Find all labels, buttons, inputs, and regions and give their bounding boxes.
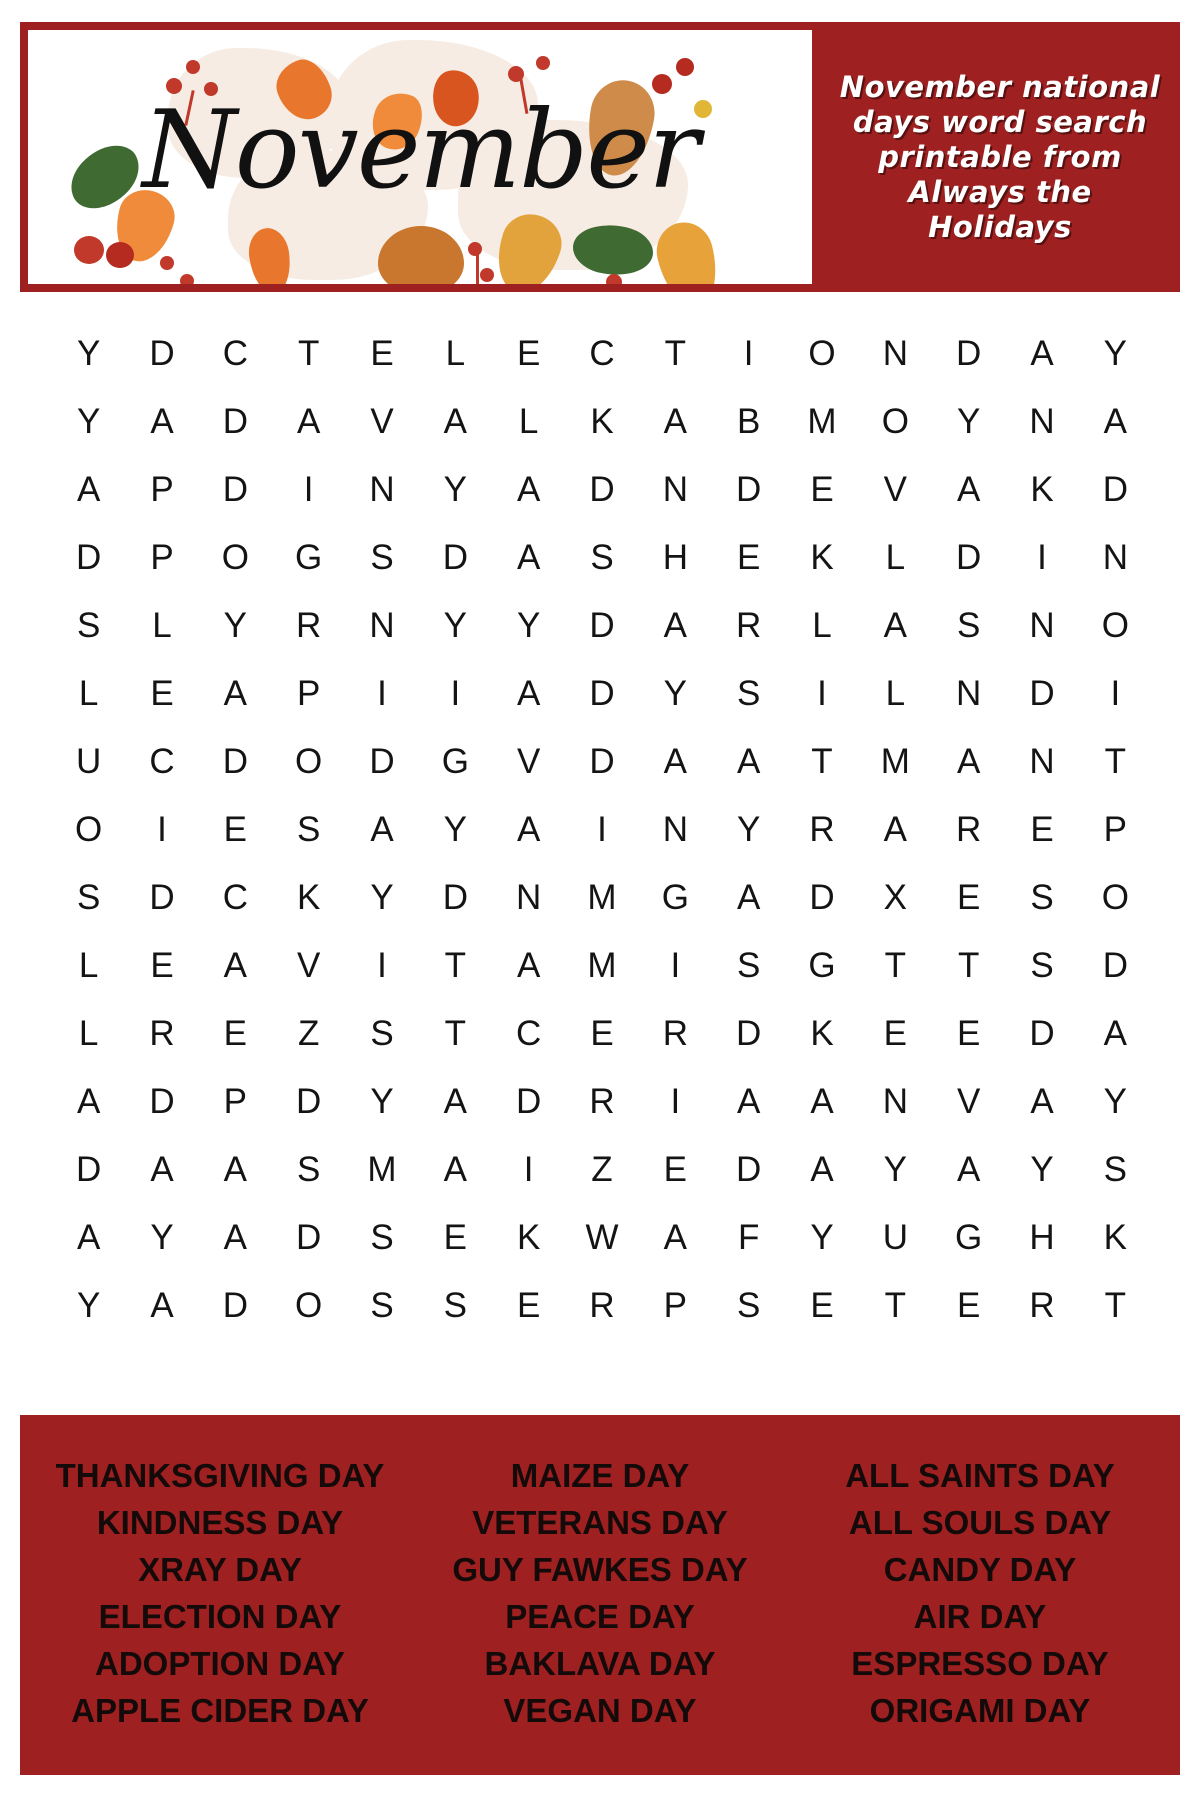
- grid-cell[interactable]: D: [222, 1286, 248, 1325]
- grid-cell[interactable]: D: [809, 878, 835, 917]
- grid-cell[interactable]: K: [296, 878, 321, 917]
- grid-cell[interactable]: A: [956, 470, 981, 509]
- banner-title: November: [142, 88, 698, 213]
- grid-cell[interactable]: D: [589, 674, 615, 713]
- grid-cell[interactable]: A: [810, 1150, 834, 1189]
- grid-cell[interactable]: D: [222, 742, 248, 781]
- grid-cell[interactable]: G: [295, 538, 323, 577]
- grid-cell[interactable]: I: [377, 674, 387, 713]
- grid-cell[interactable]: A: [223, 674, 247, 713]
- grid-cell[interactable]: A: [663, 606, 687, 645]
- grid-cell[interactable]: T: [297, 334, 320, 373]
- grid-cell[interactable]: S: [296, 810, 321, 849]
- grid-cell[interactable]: R: [956, 810, 982, 849]
- grid-cell[interactable]: T: [1104, 742, 1127, 781]
- grid-cell[interactable]: B: [736, 402, 761, 441]
- grid-cell[interactable]: Z: [297, 1014, 320, 1053]
- word-list-item[interactable]: GUY FAWKES DAY: [452, 1551, 748, 1588]
- grid-cell[interactable]: Y: [1030, 1150, 1054, 1189]
- grid-cell[interactable]: A: [150, 1286, 174, 1325]
- word-list-item[interactable]: CANDY DAY: [883, 1551, 1077, 1588]
- grid-cell[interactable]: I: [743, 334, 754, 373]
- word-list-item[interactable]: BAKLAVA DAY: [484, 1645, 716, 1682]
- grid-cell[interactable]: G: [808, 946, 836, 985]
- grid-cell[interactable]: A: [223, 1150, 247, 1189]
- grid-cell[interactable]: C: [149, 742, 175, 781]
- grid-cell[interactable]: D: [956, 538, 982, 577]
- word-list-item[interactable]: ELECTION DAY: [98, 1598, 342, 1635]
- grid-cell[interactable]: V: [883, 470, 907, 509]
- grid-cell[interactable]: A: [663, 742, 687, 781]
- grid-cell[interactable]: D: [589, 606, 615, 645]
- grid-cell[interactable]: I: [1037, 538, 1047, 577]
- word-list-item[interactable]: ORIGAMI DAY: [869, 1692, 1091, 1729]
- grid-cell[interactable]: A: [736, 878, 761, 917]
- grid-cell[interactable]: D: [589, 470, 615, 509]
- word-list-item[interactable]: VETERANS DAY: [472, 1504, 728, 1541]
- berry-icon: [186, 60, 200, 74]
- grid-cell[interactable]: L: [152, 606, 172, 645]
- grid-cell[interactable]: O: [295, 742, 323, 781]
- grid-cell[interactable]: K: [590, 402, 614, 441]
- grid-cell[interactable]: D: [149, 334, 175, 373]
- grid-cell[interactable]: P: [663, 1286, 687, 1325]
- grid-cell[interactable]: D: [1102, 470, 1128, 509]
- grid-cell[interactable]: Y: [1103, 334, 1127, 373]
- grid-cell[interactable]: E: [1030, 810, 1054, 849]
- grid-cell[interactable]: O: [1101, 606, 1129, 645]
- grid-cell[interactable]: Z: [591, 1150, 613, 1189]
- grid-cell[interactable]: D: [369, 742, 395, 781]
- grid-cell[interactable]: O: [75, 810, 103, 849]
- header-caption-panel: [820, 22, 1180, 292]
- grid-cell[interactable]: G: [441, 742, 469, 781]
- grid-cell[interactable]: A: [516, 538, 541, 577]
- berry-icon: [480, 268, 494, 282]
- grid-cell[interactable]: A: [76, 470, 101, 509]
- grid-cell[interactable]: O: [808, 334, 836, 373]
- grid-cell[interactable]: C: [589, 334, 615, 373]
- grid-cell[interactable]: C: [516, 1014, 542, 1053]
- grid-cell[interactable]: Y: [443, 810, 467, 849]
- word-list-panel: [20, 1415, 1180, 1775]
- grid-cell[interactable]: S: [1030, 878, 1054, 917]
- grid-cell[interactable]: S: [296, 1150, 321, 1189]
- grid-cell[interactable]: D: [736, 470, 762, 509]
- berry-icon: [468, 242, 482, 256]
- grid-cell[interactable]: E: [443, 1218, 467, 1257]
- grid-cell[interactable]: D: [76, 1150, 102, 1189]
- grid-cell[interactable]: N: [882, 334, 908, 373]
- grid-cell[interactable]: S: [1030, 946, 1054, 985]
- grid-cell[interactable]: G: [955, 1218, 983, 1257]
- grid-cell[interactable]: L: [812, 606, 832, 645]
- grid-cell[interactable]: A: [663, 402, 687, 441]
- grid-cell[interactable]: Y: [370, 878, 394, 917]
- grid-cell[interactable]: A: [1030, 334, 1054, 373]
- grid-cell[interactable]: E: [150, 946, 174, 985]
- grid-cell[interactable]: L: [78, 1014, 99, 1053]
- grid-cell[interactable]: E: [150, 674, 174, 713]
- grid-cell[interactable]: P: [223, 1082, 247, 1121]
- grid-cell[interactable]: T: [884, 1286, 907, 1325]
- grid-cell[interactable]: Y: [443, 606, 467, 645]
- grid-cell[interactable]: P: [1103, 810, 1127, 849]
- grid-cell[interactable]: K: [516, 1218, 541, 1257]
- word-list-item[interactable]: ESPRESSO DAY: [851, 1645, 1109, 1682]
- word-list-item[interactable]: XRAY DAY: [138, 1551, 302, 1588]
- grid-cell[interactable]: S: [736, 674, 761, 713]
- grid-cell[interactable]: L: [518, 402, 539, 441]
- grid-cell[interactable]: T: [1104, 1286, 1127, 1325]
- grid-cell[interactable]: A: [663, 1218, 687, 1257]
- grid-cell[interactable]: D: [222, 402, 248, 441]
- word-list-item[interactable]: PEACE DAY: [505, 1598, 695, 1635]
- grid-cell[interactable]: S: [76, 878, 101, 917]
- word-list-column: [410, 1452, 790, 1734]
- grid-cell[interactable]: A: [736, 1082, 761, 1121]
- word-list-item[interactable]: THANKSGIVING DAY: [55, 1457, 385, 1494]
- berry-icon: [180, 274, 194, 284]
- grid-cell[interactable]: Y: [1103, 1082, 1127, 1121]
- grid-cell[interactable]: A: [956, 742, 981, 781]
- grid-cell[interactable]: Y: [883, 1150, 907, 1189]
- grid-cell[interactable]: D: [222, 470, 248, 509]
- grid-cell[interactable]: D: [296, 1082, 322, 1121]
- grid-cell[interactable]: Y: [76, 402, 101, 441]
- grid-cell[interactable]: R: [1029, 1286, 1055, 1325]
- grid-cell[interactable]: M: [807, 402, 837, 441]
- november-banner: [20, 22, 820, 292]
- grid-cell[interactable]: D: [149, 878, 175, 917]
- grid-cell[interactable]: R: [662, 1014, 688, 1053]
- grid-cell[interactable]: D: [589, 742, 615, 781]
- word-list-item[interactable]: APPLE CIDER DAY: [71, 1692, 369, 1729]
- grid-cell[interactable]: A: [736, 742, 761, 781]
- grid-cell[interactable]: I: [377, 946, 387, 985]
- grid-cell[interactable]: I: [1110, 674, 1121, 713]
- grid-cell[interactable]: S: [956, 606, 981, 645]
- letter-grid[interactable]: [52, 320, 1152, 1340]
- grid-cell[interactable]: A: [516, 810, 541, 849]
- grid-cell[interactable]: P: [150, 538, 174, 577]
- grid-cell[interactable]: T: [444, 1014, 467, 1053]
- word-list-item[interactable]: ALL SOULS DAY: [848, 1504, 1112, 1541]
- grid-cell[interactable]: R: [736, 606, 762, 645]
- grid-cell[interactable]: E: [663, 1150, 687, 1189]
- grid-cell[interactable]: S: [370, 538, 394, 577]
- grid-cell[interactable]: A: [883, 606, 907, 645]
- grid-cell[interactable]: D: [442, 878, 468, 917]
- grid-cell[interactable]: A: [443, 1150, 467, 1189]
- grid-cell[interactable]: X: [883, 878, 907, 917]
- grid-cell[interactable]: E: [516, 334, 541, 373]
- berry-icon: [536, 56, 550, 70]
- grid-cell[interactable]: R: [296, 606, 322, 645]
- grid-cell[interactable]: T: [884, 946, 907, 985]
- grid-cell[interactable]: D: [516, 1082, 542, 1121]
- grid-cell[interactable]: C: [222, 878, 248, 917]
- grid-cell[interactable]: H: [662, 538, 688, 577]
- grid-cell[interactable]: A: [370, 810, 394, 849]
- grid-cell[interactable]: S: [590, 538, 614, 577]
- word-list-column: [30, 1452, 410, 1734]
- grid-cell[interactable]: I: [157, 810, 167, 849]
- berry-icon: [106, 242, 134, 268]
- grid-cell[interactable]: A: [223, 946, 247, 985]
- grid-cell[interactable]: K: [810, 538, 834, 577]
- grid-cell[interactable]: D: [736, 1014, 762, 1053]
- grid-cell[interactable]: L: [885, 674, 906, 713]
- grid-cell[interactable]: D: [956, 334, 982, 373]
- grid-cell[interactable]: R: [809, 810, 835, 849]
- grid-cell[interactable]: N: [956, 674, 982, 713]
- grid-cell[interactable]: T: [957, 946, 980, 985]
- grid-cell[interactable]: E: [956, 1014, 981, 1053]
- grid-cell[interactable]: A: [223, 1218, 247, 1257]
- grid-cell[interactable]: I: [450, 674, 461, 713]
- grid-cell[interactable]: A: [150, 1150, 174, 1189]
- grid-cell[interactable]: E: [590, 1014, 614, 1053]
- grid-cell[interactable]: M: [367, 1150, 397, 1189]
- grid-cell[interactable]: K: [1103, 1218, 1127, 1257]
- grid-cell[interactable]: D: [736, 1150, 762, 1189]
- grid-cell[interactable]: U: [882, 1218, 908, 1257]
- grid-cell[interactable]: Y: [76, 1286, 101, 1325]
- grid-cell[interactable]: H: [1029, 1218, 1055, 1257]
- grid-cell[interactable]: R: [149, 1014, 175, 1053]
- grid-cell[interactable]: P: [150, 470, 174, 509]
- grid-cell[interactable]: A: [1103, 402, 1127, 441]
- grid-cell[interactable]: A: [810, 1082, 834, 1121]
- grid-cell[interactable]: T: [811, 742, 833, 781]
- berry-icon: [676, 58, 694, 76]
- grid-cell[interactable]: E: [370, 334, 394, 373]
- grid-cell[interactable]: A: [150, 402, 174, 441]
- grid-cell[interactable]: M: [880, 742, 910, 781]
- grid-cell[interactable]: T: [444, 946, 467, 985]
- grid-cell[interactable]: T: [664, 334, 687, 373]
- grid-cell[interactable]: Y: [810, 1218, 834, 1257]
- berry-icon: [606, 274, 622, 284]
- grid-cell[interactable]: N: [1029, 606, 1055, 645]
- grid-cell[interactable]: A: [516, 674, 541, 713]
- grid-cell[interactable]: W: [585, 1218, 619, 1257]
- grid-cell[interactable]: P: [296, 674, 321, 713]
- grid-cell[interactable]: D: [1102, 946, 1128, 985]
- grid-cell[interactable]: N: [369, 606, 395, 645]
- word-list-item[interactable]: MAIZE DAY: [510, 1457, 690, 1494]
- banner-artwork: [28, 30, 812, 284]
- grid-cell[interactable]: I: [303, 470, 314, 509]
- grid-cell[interactable]: L: [78, 946, 99, 985]
- grid-cell[interactable]: O: [295, 1286, 323, 1325]
- berry-icon: [160, 256, 174, 270]
- grid-cell[interactable]: V: [296, 946, 321, 985]
- header-caption-text: November national days word search printable from Always the Holidays: [839, 69, 1161, 244]
- grid-cell[interactable]: Y: [956, 402, 981, 441]
- grid-cell[interactable]: N: [1102, 538, 1128, 577]
- page-header: [20, 22, 1180, 292]
- grid-cell[interactable]: S: [443, 1286, 467, 1325]
- grid-cell[interactable]: V: [516, 742, 541, 781]
- grid-cell[interactable]: R: [589, 1286, 615, 1325]
- grid-cell[interactable]: F: [737, 1218, 760, 1257]
- grid-cell[interactable]: I: [817, 674, 827, 713]
- grid-cell[interactable]: A: [76, 1218, 101, 1257]
- grid-cell[interactable]: S: [370, 1014, 394, 1053]
- word-list-item[interactable]: ADOPTION DAY: [95, 1645, 345, 1682]
- grid-cell[interactable]: N: [662, 470, 688, 509]
- grid-cell[interactable]: D: [149, 1082, 175, 1121]
- grid-cell[interactable]: K: [1030, 470, 1054, 509]
- grid-cell[interactable]: O: [881, 402, 909, 441]
- grid-cell[interactable]: I: [670, 1082, 681, 1121]
- grid-cell[interactable]: D: [1029, 674, 1055, 713]
- grid-cell[interactable]: Y: [370, 1082, 394, 1121]
- grid-cell[interactable]: A: [296, 402, 321, 441]
- grid-cell[interactable]: S: [736, 1286, 761, 1325]
- grid-cell[interactable]: C: [222, 334, 248, 373]
- grid-cell[interactable]: S: [370, 1218, 394, 1257]
- grid-cell[interactable]: V: [956, 1082, 981, 1121]
- word-list-column: [790, 1452, 1170, 1734]
- grid-cell[interactable]: A: [443, 402, 467, 441]
- grid-cell[interactable]: G: [661, 878, 689, 917]
- grid-cell[interactable]: K: [810, 1014, 834, 1053]
- grid-cell[interactable]: L: [445, 334, 466, 373]
- grid-cell[interactable]: A: [1030, 1082, 1054, 1121]
- grid-cell[interactable]: D: [76, 538, 102, 577]
- grid-cell[interactable]: A: [443, 1082, 467, 1121]
- grid-cell[interactable]: Y: [516, 606, 541, 645]
- grid-cell[interactable]: E: [736, 538, 761, 577]
- grid-cell[interactable]: E: [223, 810, 247, 849]
- grid-cell[interactable]: S: [76, 606, 101, 645]
- grid-cell[interactable]: I: [597, 810, 607, 849]
- berry-icon: [74, 236, 104, 264]
- grid-cell[interactable]: A: [1103, 1014, 1127, 1053]
- grid-cell[interactable]: I: [670, 946, 681, 985]
- grid-cell[interactable]: O: [1101, 878, 1129, 917]
- grid-cell[interactable]: R: [589, 1082, 615, 1121]
- grid-cell[interactable]: Y: [76, 334, 101, 373]
- word-list-item[interactable]: ALL SAINTS DAY: [845, 1457, 1115, 1494]
- grid-cell[interactable]: S: [1103, 1150, 1127, 1189]
- grid-cell[interactable]: Y: [663, 674, 687, 713]
- grid-cell[interactable]: U: [76, 742, 102, 781]
- grid-cell[interactable]: E: [956, 1286, 981, 1325]
- grid-cell[interactable]: D: [296, 1218, 322, 1257]
- grid-cell[interactable]: E: [956, 878, 981, 917]
- grid-cell[interactable]: D: [442, 538, 468, 577]
- grid-cell[interactable]: E: [810, 470, 834, 509]
- grid-cell[interactable]: O: [221, 538, 249, 577]
- grid-cell[interactable]: M: [587, 878, 617, 917]
- grid-cell[interactable]: N: [369, 470, 395, 509]
- grid-cell[interactable]: Y: [223, 606, 247, 645]
- grid-cell[interactable]: M: [587, 946, 617, 985]
- grid-cell[interactable]: N: [882, 1082, 908, 1121]
- grid-cell[interactable]: A: [516, 470, 541, 509]
- grid-cell[interactable]: E: [516, 1286, 541, 1325]
- grid-cell[interactable]: S: [736, 946, 761, 985]
- grid-cell[interactable]: Y: [443, 470, 467, 509]
- grid-cell[interactable]: A: [956, 1150, 981, 1189]
- grid-cell[interactable]: D: [1029, 1014, 1055, 1053]
- grid-cell[interactable]: L: [885, 538, 906, 577]
- grid-cell[interactable]: V: [370, 402, 394, 441]
- stem-decoration: [476, 252, 479, 284]
- grid-cell[interactable]: A: [76, 1082, 101, 1121]
- grid-cell[interactable]: E: [810, 1286, 834, 1325]
- word-list-item[interactable]: VEGAN DAY: [503, 1692, 697, 1729]
- grid-cell[interactable]: A: [516, 946, 541, 985]
- grid-cell[interactable]: N: [662, 810, 688, 849]
- grid-cell[interactable]: E: [223, 1014, 247, 1053]
- word-list-item[interactable]: AIR DAY: [913, 1598, 1047, 1635]
- grid-cell[interactable]: Y: [150, 1218, 174, 1257]
- grid-cell[interactable]: I: [523, 1150, 534, 1189]
- word-list-item[interactable]: KINDNESS DAY: [96, 1504, 344, 1541]
- grid-cell[interactable]: L: [78, 674, 99, 713]
- grid-cell[interactable]: A: [883, 810, 907, 849]
- grid-cell[interactable]: N: [1029, 402, 1055, 441]
- grid-cell[interactable]: S: [370, 1286, 394, 1325]
- grid-cell[interactable]: E: [883, 1014, 907, 1053]
- grid-cell[interactable]: Y: [736, 810, 761, 849]
- grid-cell[interactable]: N: [516, 878, 542, 917]
- grid-cell[interactable]: N: [1029, 742, 1055, 781]
